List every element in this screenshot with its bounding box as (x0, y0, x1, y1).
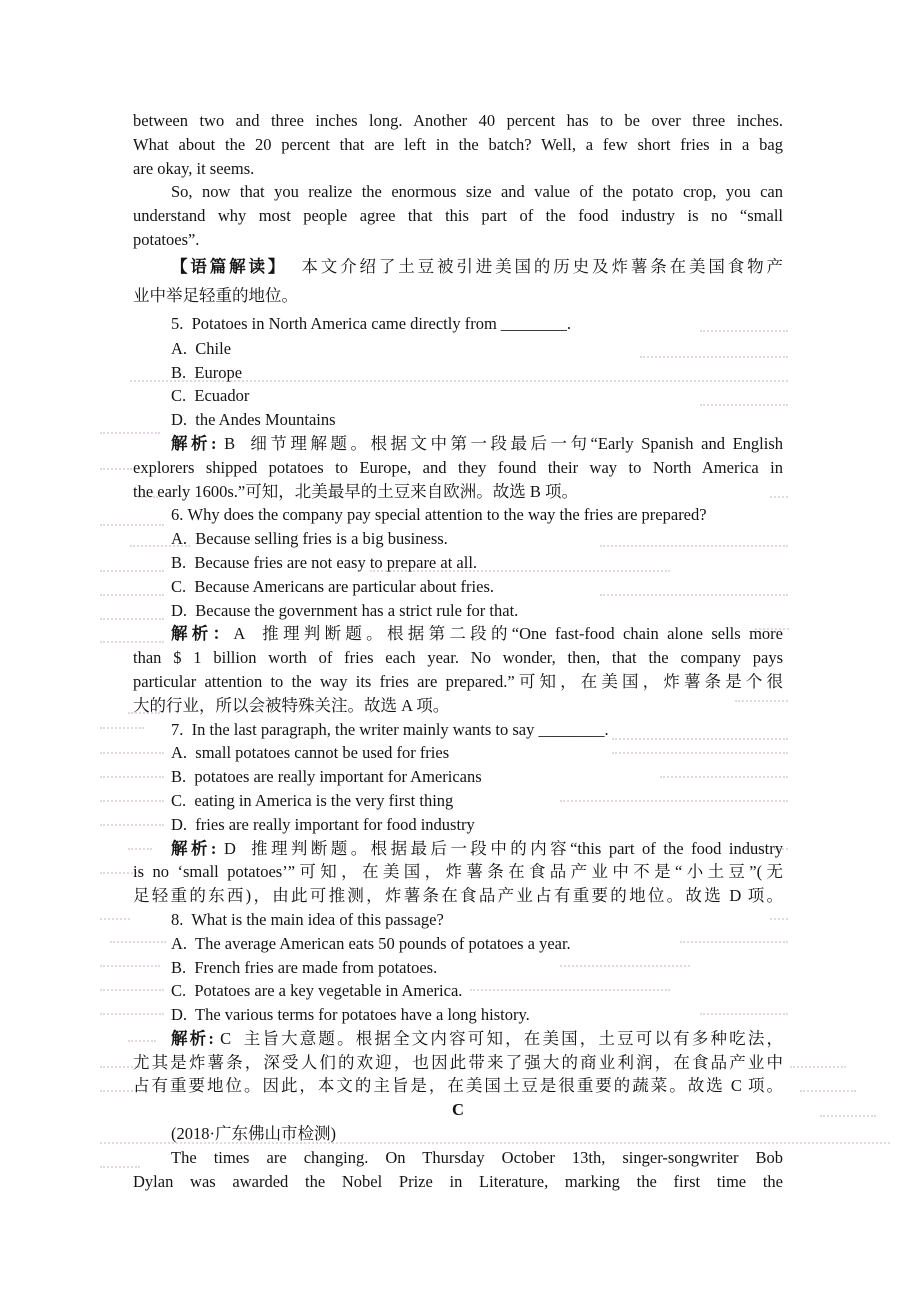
question-5-option-b: B. Europe (171, 362, 243, 382)
question-8: 8. What is the main idea of this passage? (171, 909, 444, 929)
bold-label: 解析: (171, 433, 217, 453)
passage-analysis-line: 【语篇解读】 本文介绍了土豆被引进美国的历史及炸薯条在美国食物产 (171, 256, 783, 276)
dotted-guideline (800, 1090, 856, 1092)
bold-label: 解析: (171, 1028, 214, 1048)
body-line: are okay, it seems. (133, 158, 255, 178)
question-8-option-a: A. The average American eats 50 pounds of potatoes a year. (171, 933, 571, 953)
question-8-option-c: C. Potatoes are a key vegetable in America. (171, 981, 463, 1001)
body-line: What about the 20 percent that are left in the batch? Well, a few short fries in a bag (133, 134, 783, 154)
analysis-6-line: 解析：A 推理判断题。根据第二段的“One fast-food chain alone sells more (171, 624, 783, 644)
passage-analysis-line: 业中举足轻重的地位。 (133, 285, 298, 305)
body-line: between two and three inches long. Another 40 percent has to be over three inches. (133, 111, 783, 130)
analysis-6-line: 大的行业，所以会被特殊关注。故选 A 项。 (133, 695, 450, 715)
question-7: 7. In the last paragraph, the writer mainly wants to say ________. (171, 719, 609, 739)
question-6-option-c: C. Because Americans are particular about fries. (171, 576, 494, 596)
analysis-5-line: 解析: B 细节理解题。根据文中第一段最后一句“Early Spanish and English (171, 433, 783, 453)
question-7-option-b: B. potatoes are really important for Americans (171, 767, 482, 787)
body-line: potatoes”. (133, 229, 200, 249)
dotted-guideline (100, 918, 130, 920)
question-5-option-d: D. the Andes Mountains (171, 410, 336, 430)
question-6-option-a: A. Because selling fries is a big business. (171, 529, 448, 549)
question-8-option-b: B. French fries are made from potatoes. (171, 957, 438, 977)
analysis-6-line: than $ 1 billion worth of fries each year. No wonder, then, that the company pays (133, 648, 783, 668)
bold-label: 【语篇解读】 (171, 256, 288, 276)
dotted-guideline (790, 1066, 846, 1068)
question-5-option-c: C. Ecuador (171, 386, 250, 406)
body-line: The times are changing. On Thursday October 13th, singer-songwriter Bob (171, 1147, 783, 1167)
body-line: Dylan was awarded the Nobel Prize in Literature, marking the first time the (133, 1171, 783, 1191)
question-7-option-a: A. small potatoes cannot be used for fries (171, 743, 450, 763)
dotted-guideline (100, 468, 132, 470)
analysis-5-line: the early 1600s.”可知，北美最早的土豆来自欧洲。故选 B 项。 (133, 481, 579, 501)
dotted-guideline (820, 1115, 876, 1117)
analysis-7-line: is no ‘small potatoes’”可知，在美国，炸薯条在食品产业中不是“小土豆”(无 (133, 862, 783, 882)
analysis-6-line: particular attention to the way its fries are prepared.”可知，在美国，炸薯条是个很 (133, 671, 783, 691)
bold-label: 解析: (171, 838, 217, 858)
question-6-option-d: D. Because the government has a strict rule for that. (171, 600, 519, 620)
analysis-5-line: explorers shipped potatoes to Europe, and they found their way to North America in (133, 457, 783, 477)
question-6: 6. Why does the company pay special attention to the way the fries are prepared? (171, 505, 707, 525)
analysis-8-line: 解析: C 主旨大意题。根据全文内容可知，在美国，土豆可以有多种吃法， (171, 1028, 783, 1048)
analysis-7-line: 足轻重的东西)，由此可推测，炸薯条在食品产业占有重要的地位。故选 D 项。 (133, 886, 783, 906)
body-line: So, now that you realize the enormous size and value of the potato crop, you can (171, 182, 783, 202)
analysis-8-line: 尤其是炸薯条，深受人们的欢迎，也因此带来了强大的商业利润，在食品产业中 (133, 1052, 783, 1072)
analysis-7-line: 解析: D 推理判断题。根据最后一段中的内容“this part of the food industry (171, 838, 783, 858)
question-6-option-b: B. Because fries are not easy to prepare at all. (171, 552, 478, 572)
question-8-option-d: D. The various terms for potatoes have a long history. (171, 1005, 530, 1025)
question-7-option-c: C. eating in America is the very first thing (171, 790, 454, 810)
bold-label: 解析： (171, 624, 234, 644)
section-heading-c: C (452, 1100, 464, 1120)
body-line: understand why most people agree that this part of the food industry is no “small (133, 206, 783, 226)
question-7-option-d: D. fries are really important for food industry (171, 814, 475, 834)
analysis-8-line: 占有重要地位。因此，本文的主旨是，在美国土豆是很重要的蔬菜。故选 C 项。 (133, 1076, 783, 1096)
question-5-option-a: A. Chile (171, 338, 232, 358)
document-text (133, 0, 783, 1193)
source-note: (2018·广东佛山市检测) (171, 1124, 336, 1144)
question-5: 5. Potatoes in North America came directly from ________. (171, 313, 572, 333)
